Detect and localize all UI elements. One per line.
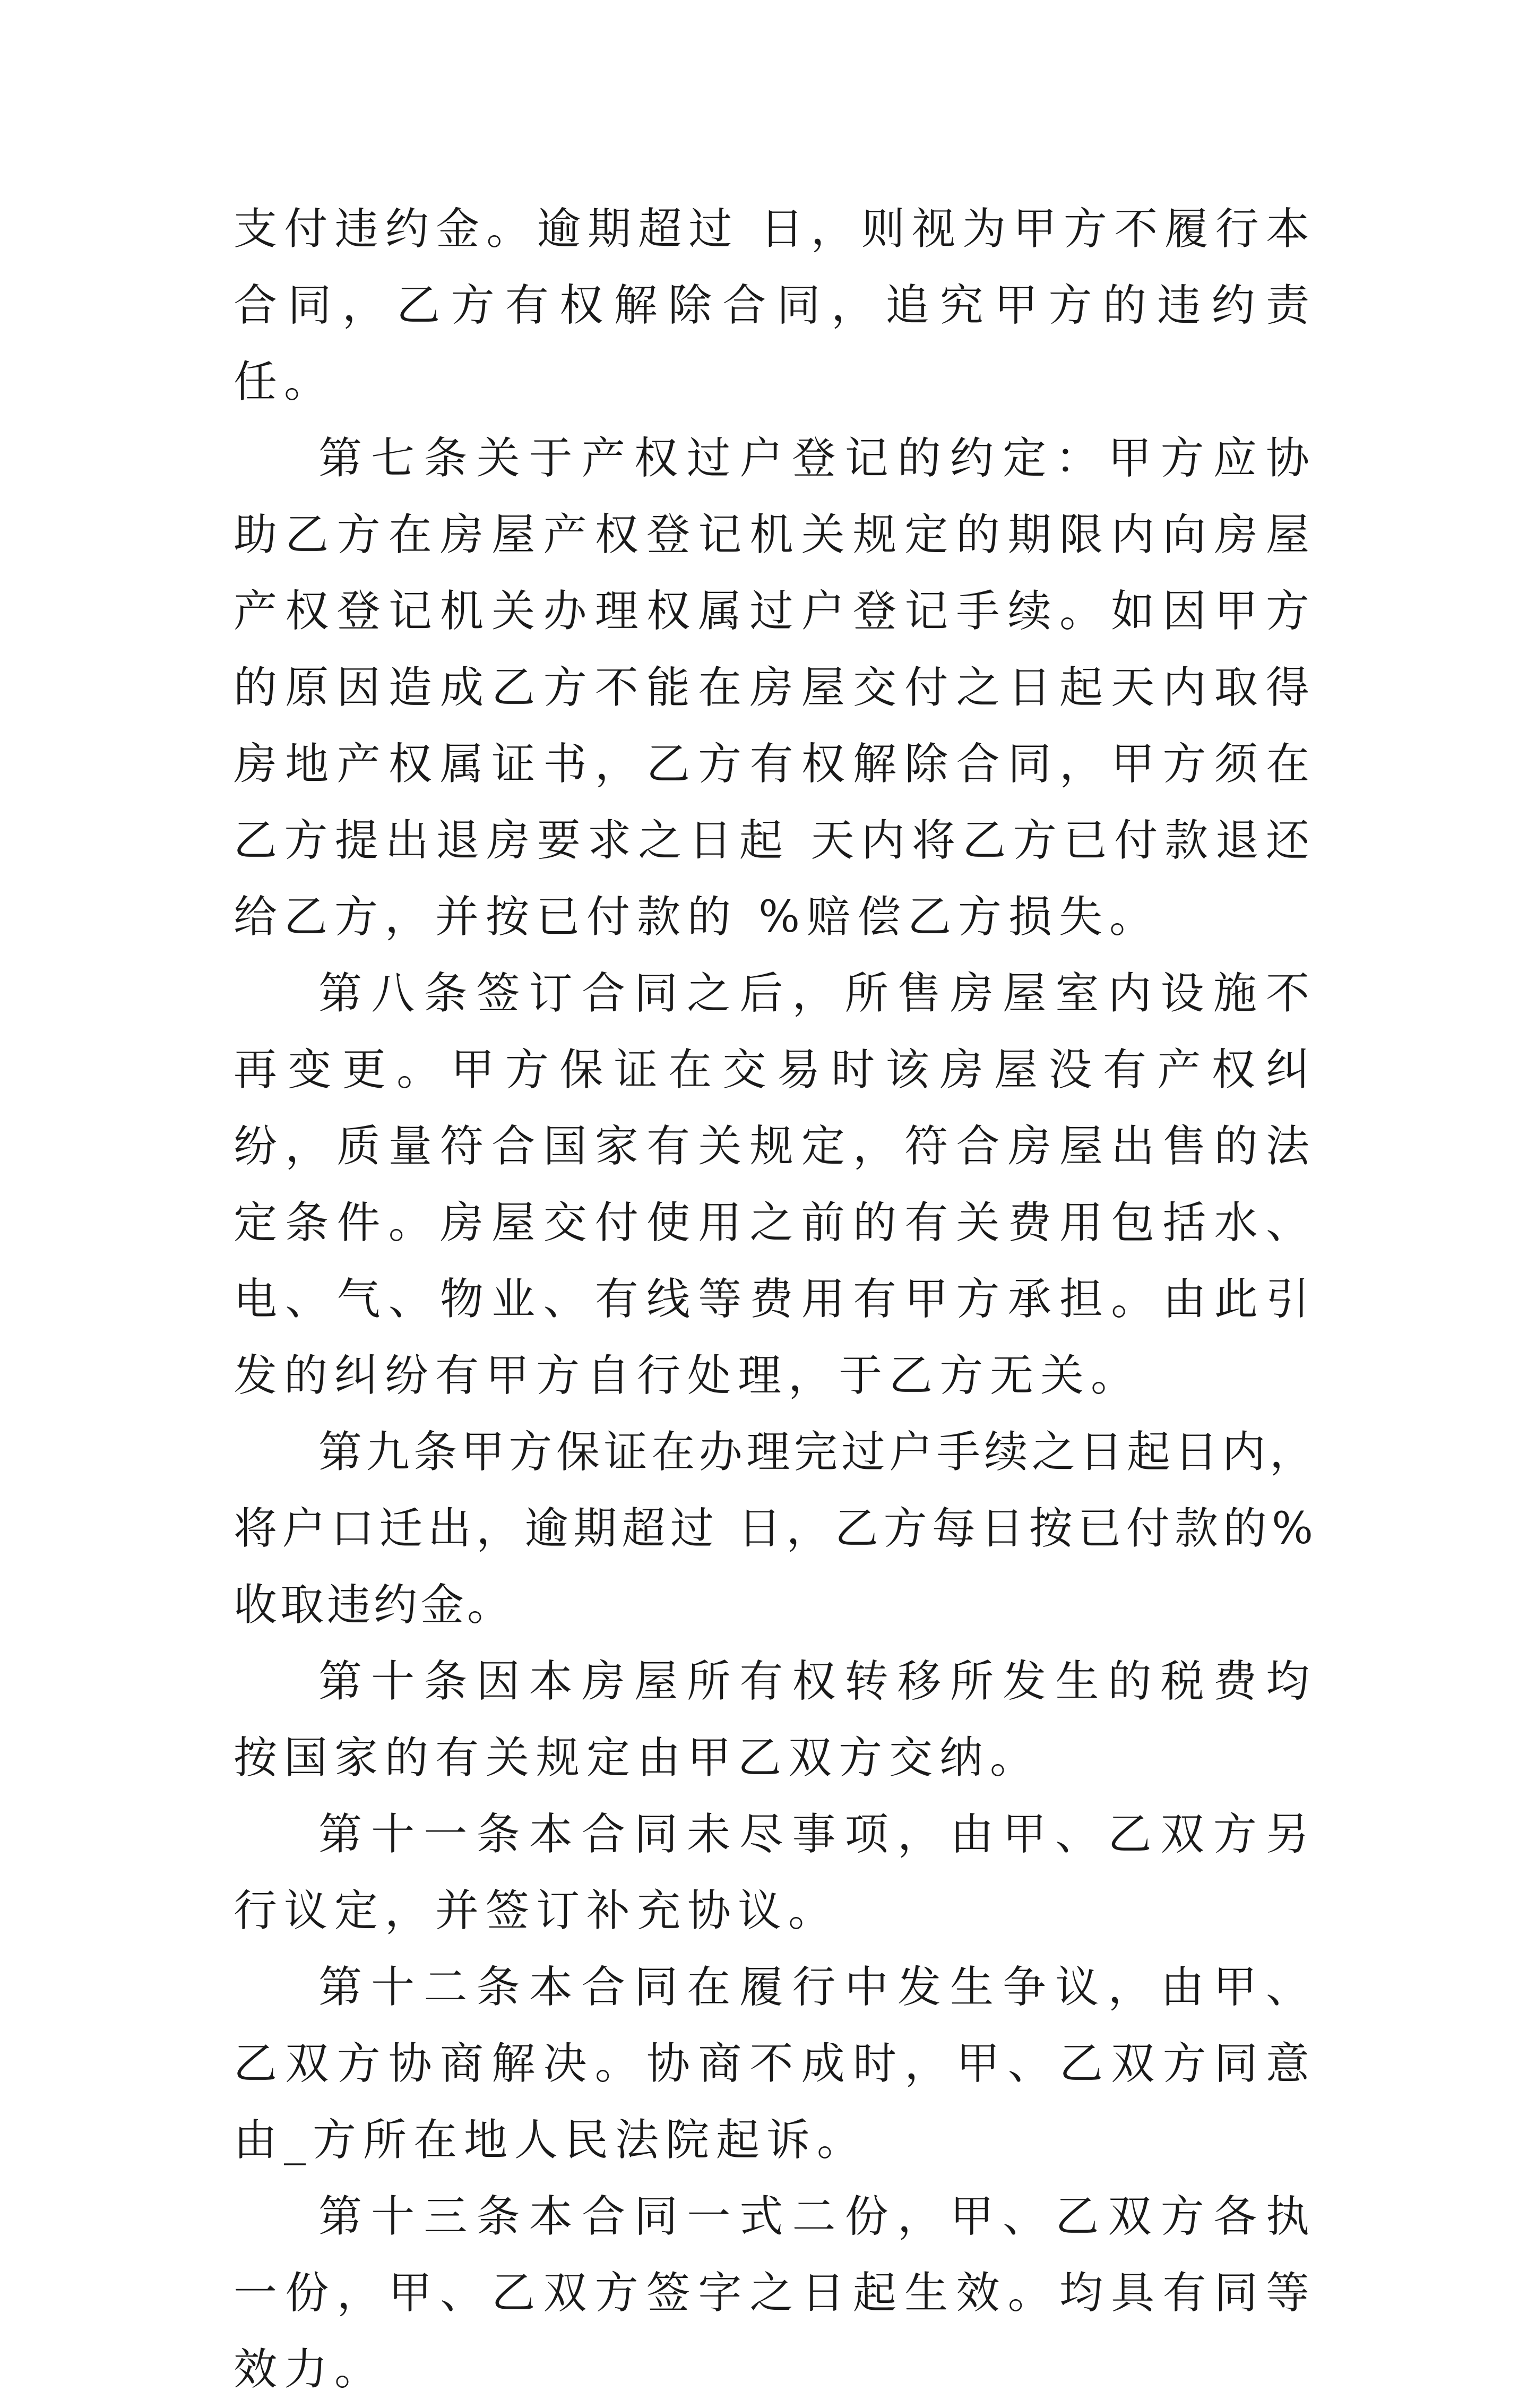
paragraph-article-8: 第八条签订合同之后，所售房屋室内设施不再变更。甲方保证在交易时该房屋没有产权纠纷，质量符合国家有关规定，符合房屋出售的法定条件。房屋交付使用之前的有关费用包括水、电、气、物业、有线等费用有甲方承担。由此引发的纠纷有甲方自行处理，于乙方无关。	[234, 968, 1316, 1401]
paragraph-breach-penalty: 支付违约金。逾期超过 日，则视为甲方不履行本合同，乙方有权解除合同，追究甲方的违约责任。	[234, 204, 1316, 407]
contract-body	[234, 191, 1316, 2408]
paragraph-article-7: 第七条关于产权过户登记的约定：甲方应协助乙方在房屋产权登记机关规定的期限内向房屋产权登记机关办理权属过户登记手续。如因甲方的原因造成乙方不能在房屋交付之日起天内取得房地产权属证书，乙方有权解除合同，甲方须在乙方提出退房要求之日起 天内将乙方已付款退还给乙方，并按已付款的 %赔偿乙方损失。	[234, 433, 1316, 942]
paragraph-article-11: 第十一条本合同未尽事项，由甲、乙双方另行议定，并签订补充协议。	[234, 1809, 1316, 1936]
paragraph-article-10: 第十条因本房屋所有权转移所发生的税费均按国家的有关规定由甲乙双方交纳。	[234, 1656, 1316, 1783]
paragraph-article-9: 第九条甲方保证在办理完过户手续之日起日内，将户口迁出，逾期超过 日，乙方每日按已付款的%收取违约金。	[234, 1427, 1316, 1630]
paragraph-article-13: 第十三条本合同一式二份，甲、乙双方各执一份，甲、乙双方签字之日起生效。均具有同等效力。	[234, 2191, 1316, 2395]
paragraph-article-12: 第十二条本合同在履行中发生争议，由甲、乙双方协商解决。协商不成时，甲、乙双方同意由_方所在地人民法院起诉。	[234, 1962, 1316, 2165]
